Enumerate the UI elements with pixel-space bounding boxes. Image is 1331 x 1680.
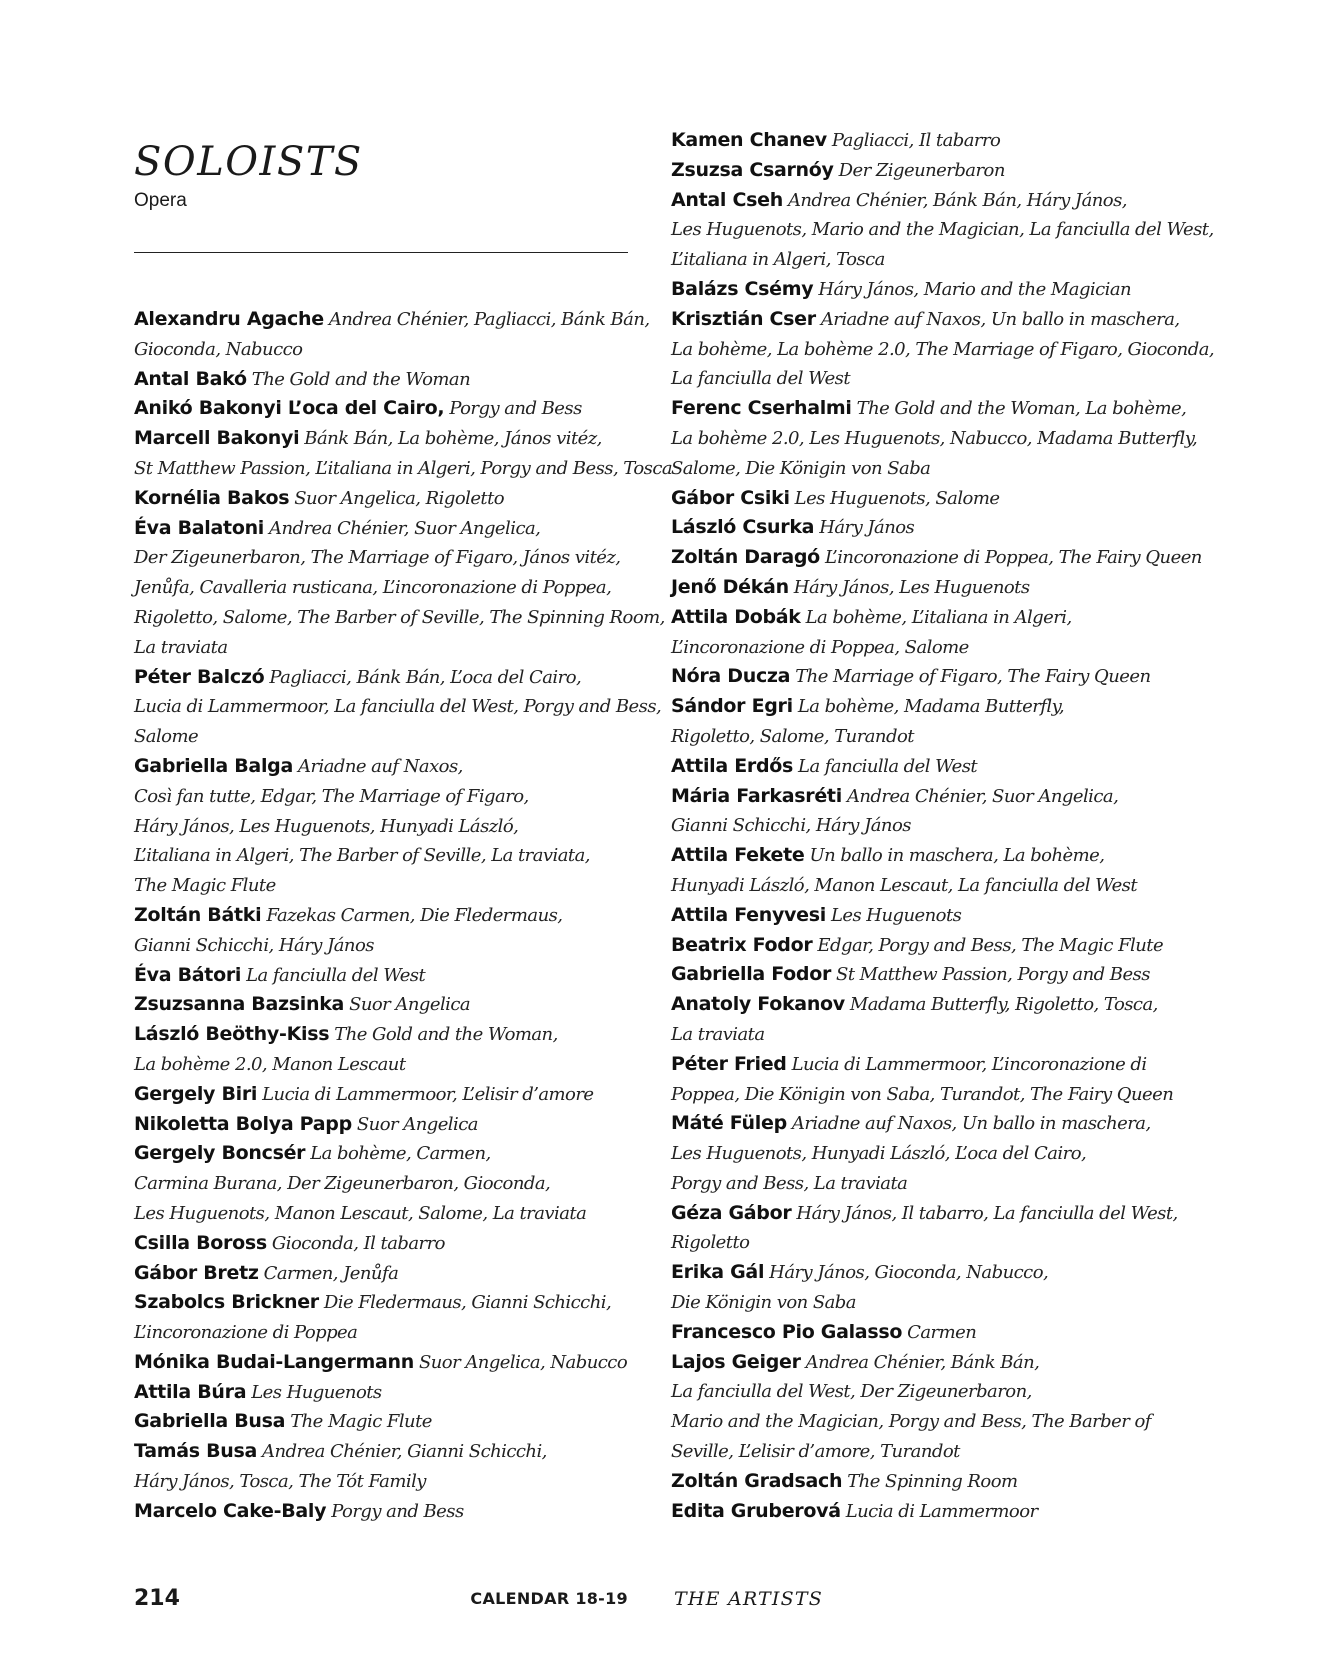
soloist-works: Háry János, Les Huguenots bbox=[793, 576, 1030, 598]
soloist-name: Beatrix Fodor bbox=[671, 933, 813, 956]
soloist-entry bbox=[134, 484, 674, 514]
soloist-entry bbox=[671, 931, 1211, 961]
soloist-works: Andrea Chénier, Suor Angelica, bbox=[269, 517, 541, 539]
soloist-entry bbox=[134, 394, 674, 424]
soloist-works: Les Huguenots bbox=[251, 1381, 382, 1403]
soloist-works: Lucia di Lammermoor bbox=[845, 1500, 1038, 1522]
soloist-name: Mária Farkasréti bbox=[671, 784, 842, 807]
soloist-entry bbox=[671, 186, 1211, 216]
soloist-works: The Magic Flute bbox=[134, 875, 276, 897]
soloist-entry bbox=[134, 1348, 674, 1378]
soloist-name: Krisztián Cser bbox=[671, 307, 816, 330]
soloist-entry-continuation bbox=[134, 633, 674, 663]
soloist-name: Zoltán Gradsach bbox=[671, 1469, 843, 1492]
soloist-works: Rigoletto, Salome, Turandot bbox=[671, 725, 914, 747]
soloist-entry-continuation bbox=[134, 543, 674, 573]
soloist-name: Erika Gál bbox=[671, 1261, 765, 1284]
soloist-works: Der Zigeunerbaron bbox=[838, 159, 1005, 181]
soloist-works: Andrea Chénier, Suor Angelica, bbox=[846, 785, 1119, 807]
soloist-works: Pagliacci, Il tabarro bbox=[831, 130, 1001, 151]
soloist-name: Tamás Busa bbox=[134, 1440, 258, 1463]
soloist-works: The Spinning Room bbox=[847, 1470, 1018, 1492]
soloist-works: Porgy and Bess, La traviata bbox=[671, 1172, 908, 1194]
soloist-entry-continuation bbox=[671, 1169, 1211, 1199]
soloist-works: Les Huguenots bbox=[830, 904, 962, 926]
soloist-works: Ariadne auf Naxos, Un ballo in maschera, bbox=[820, 308, 1180, 330]
soloist-works: St Matthew Passion, Porgy and Bess bbox=[836, 964, 1150, 986]
soloist-works: Carmen bbox=[907, 1321, 977, 1343]
page-title: SOLOISTS bbox=[134, 139, 363, 185]
soloist-entry-continuation bbox=[134, 841, 674, 871]
soloist-name: Éva Bátori bbox=[134, 963, 242, 986]
soloist-works: Ariadne auf Naxos, bbox=[298, 755, 463, 777]
soloist-works: Così fan tutte, Edgar, The Marriage of Figaro, bbox=[134, 785, 529, 807]
soloist-entry-continuation bbox=[671, 245, 1211, 275]
soloist-works: Mario and the Magician, Porgy and Bess, The Barber of bbox=[671, 1411, 1151, 1433]
soloist-entry-continuation bbox=[671, 1139, 1211, 1169]
soloist-name: Máté Fülep bbox=[671, 1112, 787, 1135]
header-divider bbox=[134, 252, 628, 253]
page-subtitle: Opera bbox=[134, 190, 187, 211]
soloist-name: Anikó Bakonyi L’oca del Cairo, bbox=[134, 397, 445, 420]
soloist-name: Péter Balczó bbox=[134, 665, 265, 688]
soloist-works: Gianni Schicchi, Háry János bbox=[671, 815, 911, 837]
soloist-works: The Magic Flute bbox=[290, 1411, 432, 1433]
soloist-works: L’italiana in Algeri, The Barber of Seville, La traviata, bbox=[134, 845, 590, 867]
soloist-name: Francesco Pio Galasso bbox=[671, 1320, 903, 1343]
soloist-entry bbox=[671, 603, 1211, 633]
soloist-works: L’incoronazione di Poppea, The Fairy Queen bbox=[824, 547, 1202, 569]
soloist-entry-continuation bbox=[134, 1169, 674, 1199]
page-number: 214 bbox=[134, 1586, 180, 1611]
soloist-entry bbox=[671, 990, 1211, 1020]
soloist-entry bbox=[671, 275, 1211, 305]
soloist-works: Les Huguenots, Manon Lescaut, Salome, La traviata bbox=[134, 1202, 587, 1224]
soloist-works: Háry János, Tosca, The Tót Family bbox=[134, 1471, 426, 1493]
soloist-entry-continuation bbox=[134, 1199, 674, 1229]
soloist-entry-continuation bbox=[671, 1020, 1211, 1050]
soloist-entry bbox=[134, 901, 674, 931]
soloist-works: Lucia di Lammermoor, L’incoronazione di bbox=[791, 1053, 1147, 1075]
soloist-name: Kornélia Bakos bbox=[134, 486, 290, 509]
soloist-works: Háry János, Les Huguenots, Hunyadi László, bbox=[134, 815, 519, 837]
soloist-entry bbox=[671, 1258, 1211, 1288]
soloist-entry bbox=[671, 960, 1211, 990]
soloist-entry bbox=[671, 841, 1211, 871]
soloist-entry-continuation bbox=[671, 811, 1211, 841]
soloist-entry bbox=[134, 961, 674, 991]
soloist-entry bbox=[134, 663, 674, 693]
soloist-works: Gioconda, Nabucco bbox=[134, 338, 303, 360]
soloist-works: Suor Angelica bbox=[356, 1113, 478, 1135]
soloist-entry bbox=[671, 126, 1211, 156]
soloist-works: Edgar, Porgy and Bess, The Magic Flute bbox=[817, 934, 1164, 956]
soloist-name: Géza Gábor bbox=[671, 1201, 792, 1224]
soloist-entry bbox=[671, 1348, 1211, 1378]
soloist-works: Lucia di Lammermoor, L’elisir d’amore bbox=[262, 1083, 594, 1105]
soloist-works: Suor Angelica, Rigoletto bbox=[294, 487, 505, 509]
soloist-works: La bohème, Madama Butterfly, bbox=[797, 696, 1065, 718]
soloist-entry bbox=[671, 782, 1211, 812]
soloist-entry bbox=[134, 1378, 674, 1408]
soloist-entry-continuation bbox=[671, 1437, 1211, 1467]
footer-section-title: THE ARTISTS bbox=[674, 1588, 823, 1610]
soloist-works: The Gold and the Woman, bbox=[334, 1024, 558, 1046]
soloist-entry bbox=[671, 901, 1211, 931]
soloist-entry bbox=[134, 1139, 674, 1169]
soloist-entry-continuation bbox=[134, 1467, 674, 1497]
soloist-entry-continuation bbox=[671, 215, 1214, 245]
soloist-works: Suor Angelica bbox=[349, 994, 471, 1016]
soloist-entry bbox=[671, 692, 1211, 722]
soloist-name: Gábor Csiki bbox=[671, 486, 790, 509]
soloist-entry-continuation bbox=[671, 1080, 1211, 1110]
soloist-name: Attila Dobák bbox=[671, 605, 801, 628]
soloist-name: Zsuzsanna Bazsinka bbox=[134, 993, 345, 1016]
soloist-name: Gábor Bretz bbox=[134, 1261, 259, 1284]
soloist-works: La fanciulla del West bbox=[246, 964, 426, 986]
soloist-works: Porgy and Bess bbox=[449, 398, 582, 420]
soloist-entry bbox=[671, 1050, 1211, 1080]
soloist-works: Les Huguenots, Hunyadi László, L’oca del Cairo, bbox=[671, 1143, 1087, 1165]
soloists-column-left bbox=[134, 305, 674, 1527]
soloist-works: Porgy and Bess bbox=[331, 1500, 464, 1522]
soloist-works: La bohème, La bohème 2.0, The Marriage of Figaro, Gioconda, bbox=[671, 338, 1215, 360]
soloist-entry-continuation bbox=[134, 692, 674, 722]
soloist-name: Ferenc Cserhalmi bbox=[671, 397, 852, 420]
soloist-entry bbox=[134, 752, 674, 782]
soloist-works: La bohème 2.0, Manon Lescaut bbox=[134, 1053, 406, 1075]
soloist-entry-continuation bbox=[671, 633, 1211, 663]
soloist-entry-continuation bbox=[671, 1407, 1211, 1437]
soloist-name: Éva Balatoni bbox=[134, 516, 265, 539]
soloist-name: Lajos Geiger bbox=[671, 1350, 801, 1373]
soloist-entry-continuation bbox=[671, 871, 1211, 901]
soloist-works: St Matthew Passion, L’italiana in Algeri, Porgy and Bess, Tosca bbox=[134, 457, 673, 479]
soloist-entry bbox=[671, 484, 1211, 514]
soloist-entry-continuation bbox=[134, 871, 674, 901]
soloist-works: Pagliacci, Bánk Bán, L’oca del Cairo, bbox=[269, 666, 582, 688]
soloist-name: Szabolcs Brickner bbox=[134, 1291, 319, 1314]
soloist-name: Alexandru Agache bbox=[134, 308, 324, 330]
soloist-entry-continuation bbox=[671, 364, 1211, 394]
soloist-works: Ariadne auf Naxos, Un ballo in maschera, bbox=[791, 1113, 1151, 1135]
soloist-works: La bohème 2.0, Les Huguenots, Nabucco, Madama Butterfly, bbox=[671, 427, 1198, 449]
soloist-works: Jenůfa, Cavalleria rusticana, L’incoronazione di Poppea, bbox=[134, 577, 612, 599]
soloist-works: Salome bbox=[134, 726, 199, 748]
soloist-works: Gioconda, Il tabarro bbox=[271, 1232, 445, 1254]
soloist-entry bbox=[134, 1020, 674, 1050]
soloist-works: Der Zigeunerbaron, The Marriage of Figaro, János vitéz, bbox=[134, 547, 621, 569]
soloist-entry bbox=[134, 1259, 674, 1289]
soloist-name: Kamen Chanev bbox=[671, 129, 827, 151]
soloist-entry-continuation bbox=[671, 722, 1211, 752]
soloist-entry-continuation bbox=[134, 722, 674, 752]
soloist-works: Un ballo in maschera, La bohème, bbox=[809, 845, 1105, 867]
soloist-works: Gianni Schicchi, Háry János bbox=[134, 934, 374, 956]
soloist-name: Zsuzsa Csarnóy bbox=[671, 158, 834, 181]
soloist-entry-continuation bbox=[134, 1050, 674, 1080]
soloist-entry bbox=[671, 394, 1211, 424]
soloist-entry-continuation bbox=[671, 1377, 1211, 1407]
soloist-entry-continuation bbox=[134, 573, 674, 603]
soloist-works: Carmina Burana, Der Zigeunerbaron, Gioconda, bbox=[134, 1173, 551, 1195]
soloist-entry-continuation bbox=[134, 782, 674, 812]
soloist-works: Suor Angelica, Nabucco bbox=[418, 1351, 628, 1373]
soloists-column-right bbox=[671, 126, 1215, 1526]
soloist-entry bbox=[671, 305, 1211, 335]
soloist-name: Gabriella Fodor bbox=[671, 963, 832, 986]
soloist-entry bbox=[671, 1467, 1211, 1497]
soloist-works: La bohème, L’italiana in Algeri, bbox=[805, 606, 1072, 628]
soloist-entry bbox=[671, 752, 1211, 782]
footer-calendar: CALENDAR 18-19 bbox=[470, 1589, 628, 1608]
soloist-name: Nóra Ducza bbox=[671, 665, 791, 688]
soloist-name: Zoltán Bátki bbox=[134, 903, 262, 926]
soloist-entry bbox=[134, 305, 674, 335]
soloist-name: Zoltán Daragó bbox=[671, 546, 820, 569]
soloist-name: Attila Fekete bbox=[671, 844, 805, 867]
soloist-name: Edita Gruberová bbox=[671, 1499, 841, 1522]
soloist-name: Nikoletta Bolya Papp bbox=[134, 1112, 352, 1135]
soloist-name: Sándor Egri bbox=[671, 695, 793, 718]
soloist-entry bbox=[671, 156, 1211, 186]
soloist-works: Salome, Die Königin von Saba bbox=[671, 457, 931, 479]
soloist-works: Carmen, Jenůfa bbox=[263, 1262, 399, 1284]
soloist-works: La fanciulla del West bbox=[798, 755, 978, 777]
soloist-name: Marcelo Cake-Baly bbox=[134, 1499, 327, 1522]
soloist-works: Fazekas Carmen, Die Fledermaus, bbox=[266, 904, 563, 926]
soloist-works: Les Huguenots, Salome bbox=[794, 487, 1000, 509]
soloist-entry bbox=[671, 573, 1211, 603]
soloist-entry bbox=[671, 1109, 1211, 1139]
soloist-works: The Gold and the Woman, La bohème, bbox=[856, 398, 1187, 420]
soloist-name: Gergely Boncsér bbox=[134, 1142, 306, 1165]
soloist-entry-continuation bbox=[134, 1318, 674, 1348]
soloist-name: Antal Bakó bbox=[134, 367, 247, 390]
soloist-entry-continuation bbox=[671, 335, 1215, 365]
soloist-entry-continuation bbox=[134, 931, 674, 961]
soloist-name: Marcell Bakonyi bbox=[134, 427, 300, 450]
soloist-entry bbox=[134, 514, 674, 544]
soloist-name: Jenő Dékán bbox=[671, 575, 789, 598]
soloist-name: Balázs Csémy bbox=[671, 277, 814, 300]
page-header bbox=[134, 138, 628, 253]
soloist-works: La traviata bbox=[134, 636, 228, 658]
soloist-works: La bohème, Carmen, bbox=[310, 1143, 491, 1165]
soloist-works: Hunyadi László, Manon Lescaut, La fanciulla del West bbox=[671, 874, 1138, 896]
soloist-works: La fanciulla del West bbox=[671, 368, 851, 390]
soloist-entry bbox=[671, 513, 1211, 543]
soloist-entry bbox=[134, 1229, 674, 1259]
soloist-entry bbox=[134, 1497, 674, 1527]
soloist-name: Anatoly Fokanov bbox=[671, 993, 845, 1016]
soloist-entry bbox=[134, 1110, 674, 1140]
soloist-entry-continuation bbox=[671, 424, 1211, 454]
soloist-entry-continuation bbox=[134, 335, 674, 365]
soloist-name: Attila Fenyvesi bbox=[671, 903, 826, 926]
soloist-works: Háry János bbox=[819, 517, 915, 539]
soloist-entry-continuation bbox=[134, 603, 674, 633]
soloist-entry bbox=[134, 1437, 674, 1467]
soloist-entry bbox=[134, 1407, 674, 1437]
soloist-works: The Gold and the Woman bbox=[251, 368, 471, 390]
soloist-works: L’incoronazione di Poppea bbox=[134, 1322, 358, 1344]
soloist-works: Bánk Bán, La bohème, János vitéz, bbox=[304, 428, 602, 450]
soloist-name: Gergely Biri bbox=[134, 1082, 258, 1105]
soloist-name: Péter Fried bbox=[671, 1052, 787, 1075]
soloist-works: La traviata bbox=[671, 1023, 765, 1045]
soloist-works: Poppea, Die Königin von Saba, Turandot, The Fairy Queen bbox=[671, 1083, 1174, 1105]
soloist-entry bbox=[134, 990, 674, 1020]
soloist-works: Andrea Chénier, Bánk Bán, Háry János, bbox=[787, 189, 1127, 211]
soloist-works: L’italiana in Algeri, Tosca bbox=[671, 249, 885, 271]
soloist-name: Attila Búra bbox=[134, 1380, 247, 1403]
soloist-entry bbox=[134, 424, 674, 454]
soloist-works: Madama Butterfly, Rigoletto, Tosca, bbox=[849, 994, 1158, 1016]
soloist-works: L’incoronazione di Poppea, Salome bbox=[671, 636, 969, 658]
soloist-works: Háry János, Il tabarro, La fanciulla del West, bbox=[796, 1202, 1178, 1224]
soloist-entry bbox=[134, 1080, 674, 1110]
soloist-name: Csilla Boross bbox=[134, 1231, 267, 1254]
soloist-works: Háry János, Gioconda, Nabucco, bbox=[769, 1262, 1049, 1284]
soloist-entry bbox=[134, 365, 674, 395]
soloist-name: Antal Cseh bbox=[671, 188, 783, 211]
soloist-works: Rigoletto, Salome, The Barber of Seville, The Spinning Room, bbox=[134, 606, 665, 628]
soloist-entry-continuation bbox=[671, 1228, 1211, 1258]
soloist-entry-continuation bbox=[134, 454, 674, 484]
soloist-works: La fanciulla del West, Der Zigeunerbaron, bbox=[671, 1381, 1032, 1403]
soloist-name: László Beöthy-Kiss bbox=[134, 1023, 330, 1046]
soloist-name: Gabriella Balga bbox=[134, 754, 293, 777]
soloist-works: Rigoletto bbox=[671, 1232, 750, 1254]
soloist-name: Gabriella Busa bbox=[134, 1410, 286, 1433]
soloist-works: The Marriage of Figaro, The Fairy Queen bbox=[795, 666, 1151, 688]
soloist-entry-continuation bbox=[671, 454, 1211, 484]
soloist-name: László Csurka bbox=[671, 516, 815, 539]
soloist-entry bbox=[671, 1497, 1211, 1527]
soloist-works: Andrea Chénier, Pagliacci, Bánk Bán, bbox=[328, 309, 650, 330]
soloist-entry bbox=[671, 1199, 1211, 1229]
soloist-works: Andrea Chénier, Gianni Schicchi, bbox=[262, 1441, 547, 1463]
soloist-works: Andrea Chénier, Bánk Bán, bbox=[805, 1351, 1040, 1373]
soloist-name: Attila Erdős bbox=[671, 754, 794, 777]
soloist-works: Die Königin von Saba bbox=[671, 1292, 856, 1314]
soloist-entry bbox=[671, 662, 1211, 692]
soloist-works: Les Huguenots, Mario and the Magician, La fanciulla del West, bbox=[671, 219, 1214, 241]
soloist-works: Seville, L’elisir d’amore, Turandot bbox=[671, 1441, 960, 1463]
soloist-works: Háry János, Mario and the Magician bbox=[818, 278, 1132, 300]
soloist-entry bbox=[671, 543, 1211, 573]
soloist-name: Mónika Budai-Langermann bbox=[134, 1350, 414, 1373]
soloist-entry-continuation bbox=[134, 812, 674, 842]
soloist-works: Die Fledermaus, Gianni Schicchi, bbox=[323, 1292, 612, 1314]
soloist-entry bbox=[134, 1288, 674, 1318]
soloist-works: Lucia di Lammermoor, La fanciulla del West, Porgy and Bess, bbox=[134, 696, 662, 718]
soloist-entry-continuation bbox=[671, 1288, 1211, 1318]
soloist-entry bbox=[671, 1318, 1211, 1348]
